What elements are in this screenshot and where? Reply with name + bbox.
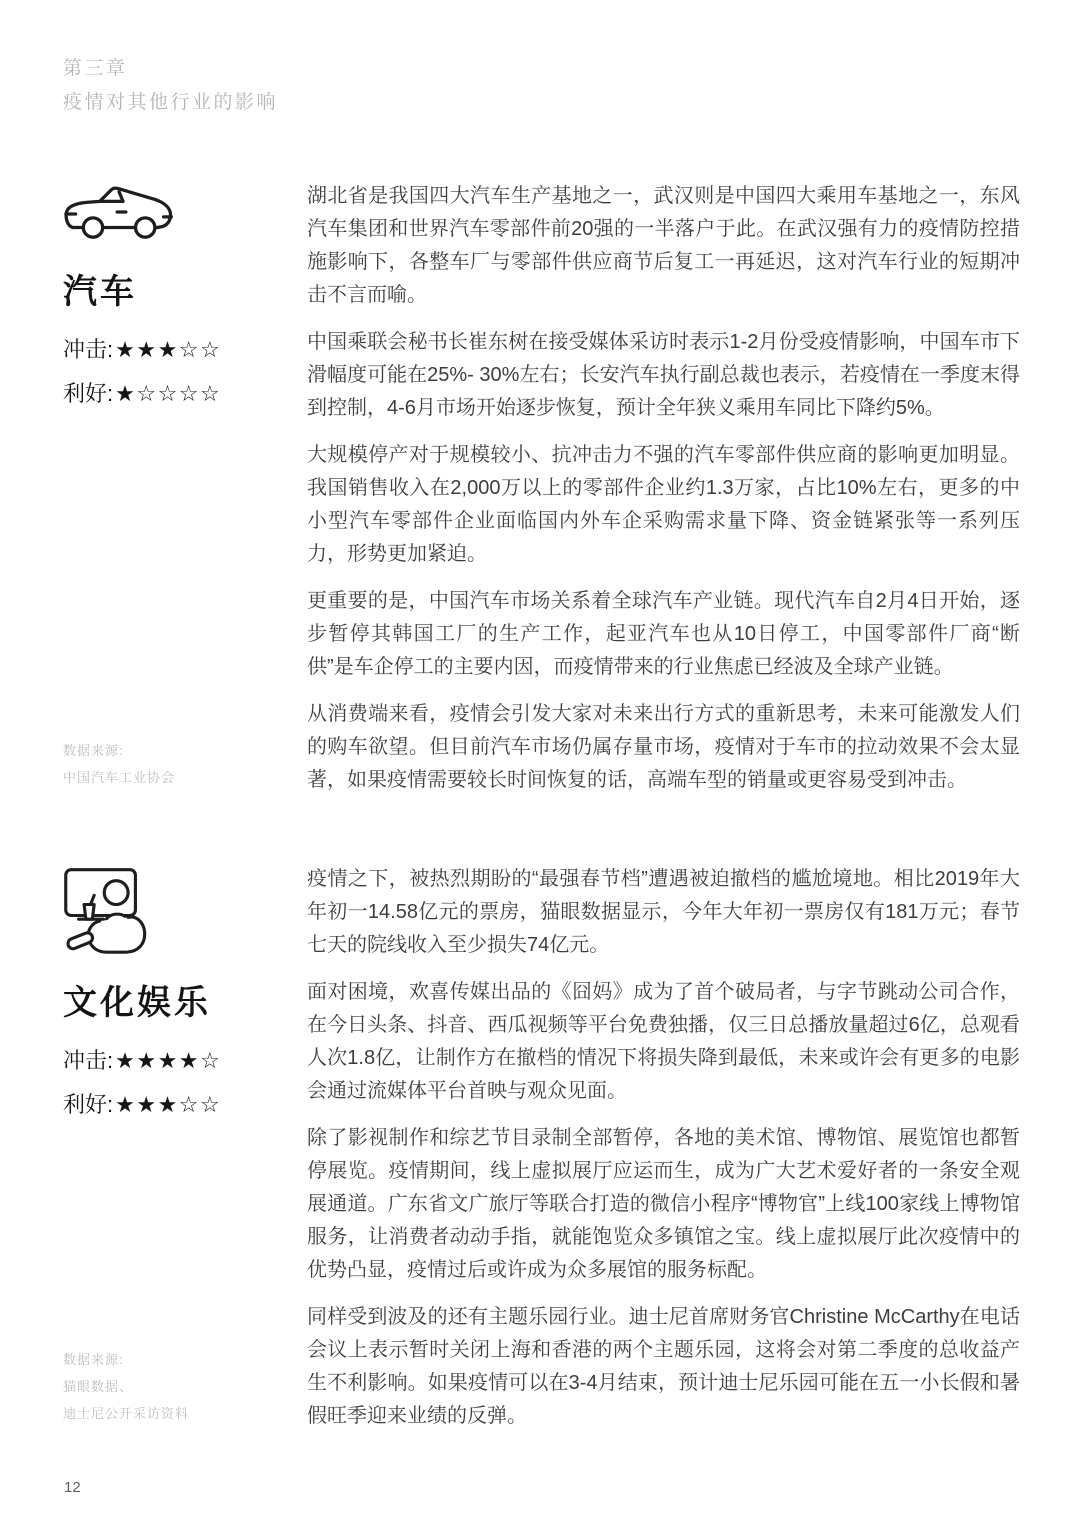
impact-rating — [63, 1044, 307, 1075]
impact-rating — [63, 333, 307, 364]
automotive-left-column — [63, 180, 307, 797]
entertainment-body-text — [307, 863, 1020, 1433]
paragraph: 中国乘联会秘书长崔东树在接受媒体采访时表示1-2月份受疫情影响，中国车市下滑幅度可能在25%- 30%左右；长安汽车执行副总裁也表示，若疫情在一季度末得到控制，4-6月市场开始逐步恢复，预计全年狭义乘用车同比下降约5%。 — [307, 331, 1020, 419]
paragraph: 更重要的是，中国汽车市场关系着全球汽车产业链。现代汽车自2月4日开始，逐步暂停其韩国工厂的生产工作，起亚汽车也从10日停工，中国零部件厂商“断供”是车企停工的主要内因，而疫情带来的行业焦虑已经波及全球产业链。 — [307, 590, 1020, 678]
entertainment-left-column — [63, 863, 307, 1433]
impact-stars: ★★★☆☆ — [115, 337, 222, 362]
car-icon — [63, 182, 307, 246]
benefit-rating — [63, 1088, 307, 1119]
automotive-body-text — [307, 180, 1020, 797]
industry-title: 文化娱乐 — [63, 984, 211, 1022]
data-source-label: 数据来源: — [63, 1352, 124, 1367]
paragraph: 疫情之下，被热烈期盼的“最强春节档”遭遇被迫撤档的尴尬境地。相比2019年大年初一14.58亿元的票房，猫眼数据显示，今年大年初一票房仅有181万元；春节七天的院线收入至少损失74亿元。 — [307, 868, 1020, 956]
impact-label: 冲击: — [63, 337, 114, 362]
benefit-label: 利好: — [63, 1092, 114, 1117]
paragraph: 除了影视制作和综艺节目录制全部暂停，各地的美术馆、博物馆、展览馆也都暂停展览。疫情期间，线上虚拟展厅应运而生，成为广大艺术爱好者的一条安全观展通道。广东省文广旅厅等联合打造的微信小程序“博物官”上线100家线上博物馆服务，让消费者动动手指，就能饱览众多镇馆之宝。线上虚拟展厅此次疫情中的优势凸显，疫情过后或许成为众多展馆的服务标配。 — [307, 1127, 1020, 1281]
impact-label: 冲击: — [63, 1048, 114, 1073]
benefit-stars: ★☆☆☆☆ — [115, 381, 222, 406]
page-number: 12 — [64, 1479, 81, 1496]
impact-stars: ★★★★☆ — [115, 1048, 222, 1073]
paragraph: 大规模停产对于规模较小、抗冲击力不强的汽车零部件供应商的影响更加明显。我国销售收入在2,000万以上的零部件企业约1.3万家，占比10%左右，更多的中小型汽车零部件企业面临国内外车企采购需求量下降、资金链紧张等一系列压力，形势更加紧迫。 — [307, 444, 1020, 565]
armchair-viewer-icon — [63, 865, 307, 957]
benefit-label: 利好: — [63, 381, 114, 406]
section-entertainment — [63, 863, 1020, 1433]
industry-title: 汽车 — [63, 273, 137, 311]
paragraph: 从消费端来看，疫情会引发大家对未来出行方式的重新思考，未来可能激发人们的购车欲望。但目前汽车市场仍属存量市场，疫情对于车市的拉动效果不会太显著，如果疫情需要较长时间恢复的话，高端车型的销量或更容易受到冲击。 — [307, 703, 1020, 791]
data-source-label: 数据来源: — [63, 743, 124, 758]
section-automotive — [63, 180, 1020, 797]
benefit-stars: ★★★☆☆ — [115, 1092, 222, 1117]
chapter-header — [63, 52, 1020, 120]
data-source — [63, 737, 307, 797]
paragraph: 同样受到波及的还有主题乐园行业。迪士尼首席财务官Christine McCarthy在电话会议上表示暂时关闭上海和香港的两个主题乐园，这将会对第二季度的总收益产生不利影响。如果疫情可以在3-4月结束，预计迪士尼乐园可能在五一小长假和暑假旺季迎来业绩的反弹。 — [307, 1306, 1020, 1427]
data-source-item: 猫眼数据、 — [63, 1379, 134, 1394]
data-source — [63, 1346, 307, 1433]
data-source-item: 中国汽车工业协会 — [63, 770, 176, 785]
benefit-rating — [63, 377, 307, 408]
chapter-title: 疫情对其他行业的影响 — [63, 92, 279, 113]
paragraph: 面对困境，欢喜传媒出品的《囧妈》成为了首个破局者，与字节跳动公司合作，在今日头条、抖音、西瓜视频等平台免费独播，仅三日总播放量超过6亿，总观看人次1.8亿，让制作方在撤档的情况下将损失降到最低，未来或许会有更多的电影会通过流媒体平台首映与观众见面。 — [307, 981, 1020, 1102]
paragraph: 湖北省是我国四大汽车生产基地之一，武汉则是中国四大乘用车基地之一，东风汽车集团和世界汽车零部件前20强的一半落户于此。在武汉强有力的疫情防控措施影响下，各整车厂与零部件供应商节后复工一再延迟，这对汽车行业的短期冲击不言而喻。 — [307, 185, 1020, 306]
chapter-number: 第三章 — [63, 58, 128, 79]
data-source-item: 迪士尼公开采访资料 — [63, 1406, 190, 1421]
